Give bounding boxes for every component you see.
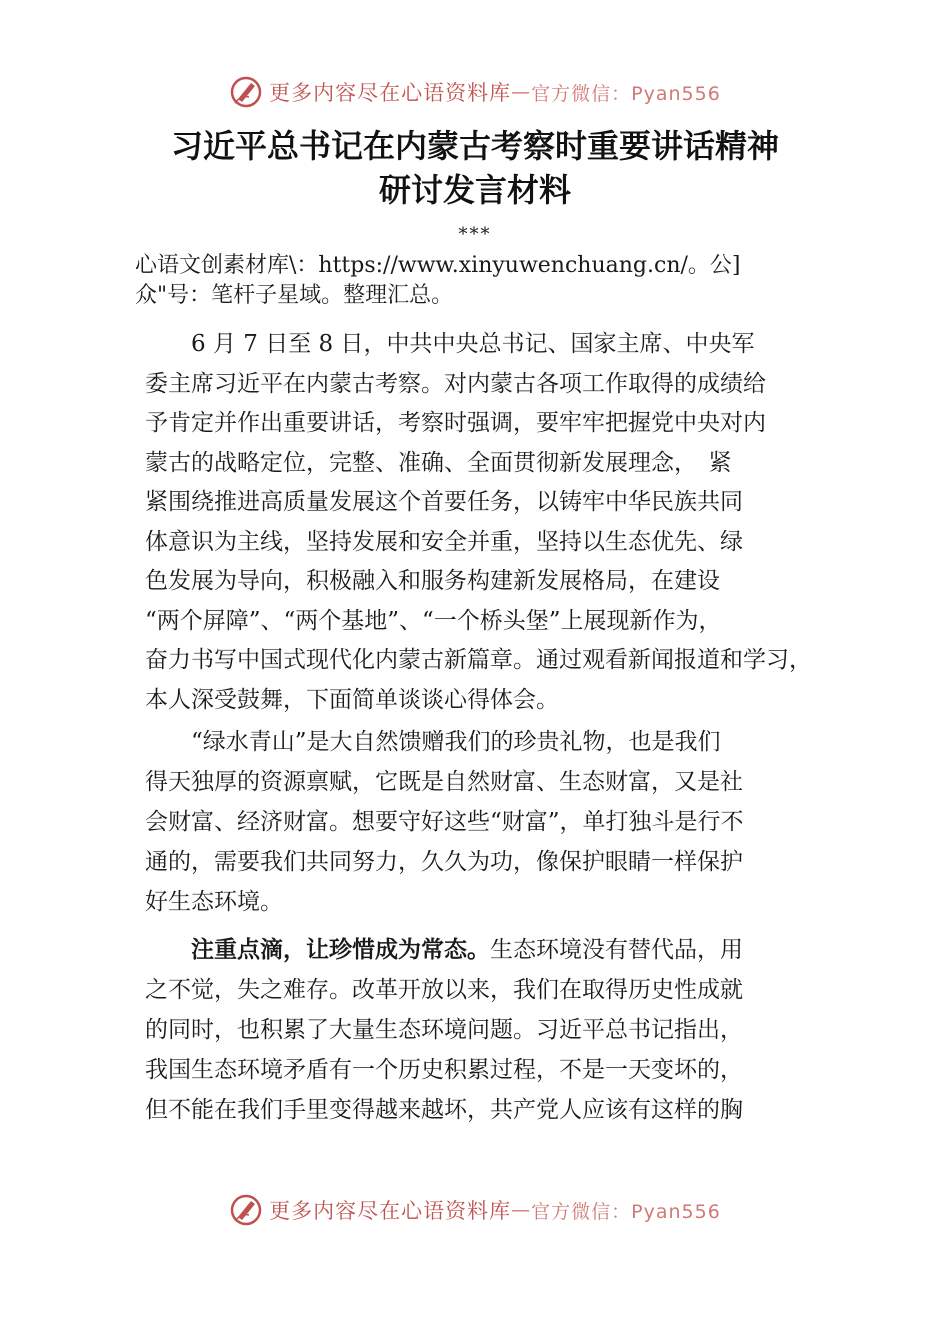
indent-space xyxy=(145,937,191,963)
paragraph-line: 蒙古的战略定位，完整、准确、全面贯彻新发展理念， 紧 xyxy=(145,449,732,476)
banner-brand-text: 更多内容尽在心语资料库 xyxy=(269,81,512,105)
paragraph-line: 奋力书写中国式现代化内蒙古新篇章。通过观看新闻报道和学习， xyxy=(145,647,812,673)
paragraph-line: 的同时，也积累了大量生态环境问题。习近平总书记指出， xyxy=(145,1017,743,1043)
paragraph-line: 6 月 7 日至 8 日，中共中央总书记、国家主席、中央军 xyxy=(145,331,755,357)
paragraph-first-line xyxy=(145,930,825,970)
paragraph-line: 体意识为主线，坚持发展和安全并重，坚持以生态优先、绿 xyxy=(145,528,743,555)
paragraph-line: 我国生态环境矛盾有一个历史积累过程，不是一天变坏的， xyxy=(145,1057,743,1083)
source-note-line1: 心语文创素材库\：https://www.xinyuwenchuang.cn/。公] xyxy=(135,253,741,278)
pen-logo-icon xyxy=(229,1193,263,1227)
section-heading: 注重点滴，让珍惜成为常态。 xyxy=(191,937,490,963)
paragraph-line: “绿水青山”是大自然馈赠我们的珍贵礼物，也是我们 xyxy=(145,729,721,755)
first-line-rest: 生态环境没有替代品，用 xyxy=(490,937,743,963)
paragraph-line: 本人深受鼓舞，下面简单谈谈心得体会。 xyxy=(145,686,559,713)
paragraph-line: 色发展为导向，积极融入和服务构建新发展格局，在建设 xyxy=(145,568,720,594)
paragraph-3 xyxy=(145,930,825,1130)
paragraph-line: 得天独厚的资源禀赋，它既是自然财富、生态财富，又是社 xyxy=(145,769,743,795)
paragraph-line: 紧围绕推进高质量发展这个首要任务，以铸牢中华民族共同 xyxy=(145,489,743,515)
banner-separator: — xyxy=(511,81,532,103)
paragraph-1 xyxy=(145,325,825,720)
banner-brand-text: 更多内容尽在心语资料库 xyxy=(269,1199,512,1223)
banner-contact-text: 官方微信：Pyan556 xyxy=(531,1200,721,1223)
author-mask: *** xyxy=(458,224,492,245)
paragraph-line: 之不觉，失之难存。改革开放以来，我们在取得历史性成就 xyxy=(145,977,743,1003)
document-title-line2: 研讨发言材料 xyxy=(378,171,571,209)
paragraph-line: 予肯定并作出重要讲话，考察时强调，要牢牢把握党中央对内 xyxy=(145,410,766,436)
header-banner xyxy=(0,72,950,112)
pen-logo-icon xyxy=(229,75,263,109)
paragraph-2 xyxy=(145,722,825,922)
footer-banner xyxy=(0,1190,950,1230)
paragraph-line: 但不能在我们手里变得越来越坏，共产党人应该有这样的胸 xyxy=(145,1097,743,1123)
paragraph-line: 通的，需要我们共同努力，久久为功，像保护眼睛一样保护 xyxy=(145,849,743,875)
paragraph-line: 委主席习近平在内蒙古考察。对内蒙古各项工作取得的成绩给 xyxy=(145,370,766,397)
document-title-line1: 习近平总书记在内蒙古考察时重要讲话精神 xyxy=(170,127,779,165)
banner-separator: — xyxy=(511,1199,532,1221)
paragraph-line: 好生态环境。 xyxy=(145,889,283,915)
source-note-line2: 众"号：笔杆子星域。整理汇总。 xyxy=(135,283,454,308)
paragraph-line: “两个屏障”、“两个基地”、“一个桥头堡”上展现新作为， xyxy=(145,607,722,634)
banner-contact-text: 官方微信：Pyan556 xyxy=(531,82,721,105)
paragraph-line: 会财富、经济财富。想要守好这些“财富”，单打独斗是行不 xyxy=(145,809,744,835)
